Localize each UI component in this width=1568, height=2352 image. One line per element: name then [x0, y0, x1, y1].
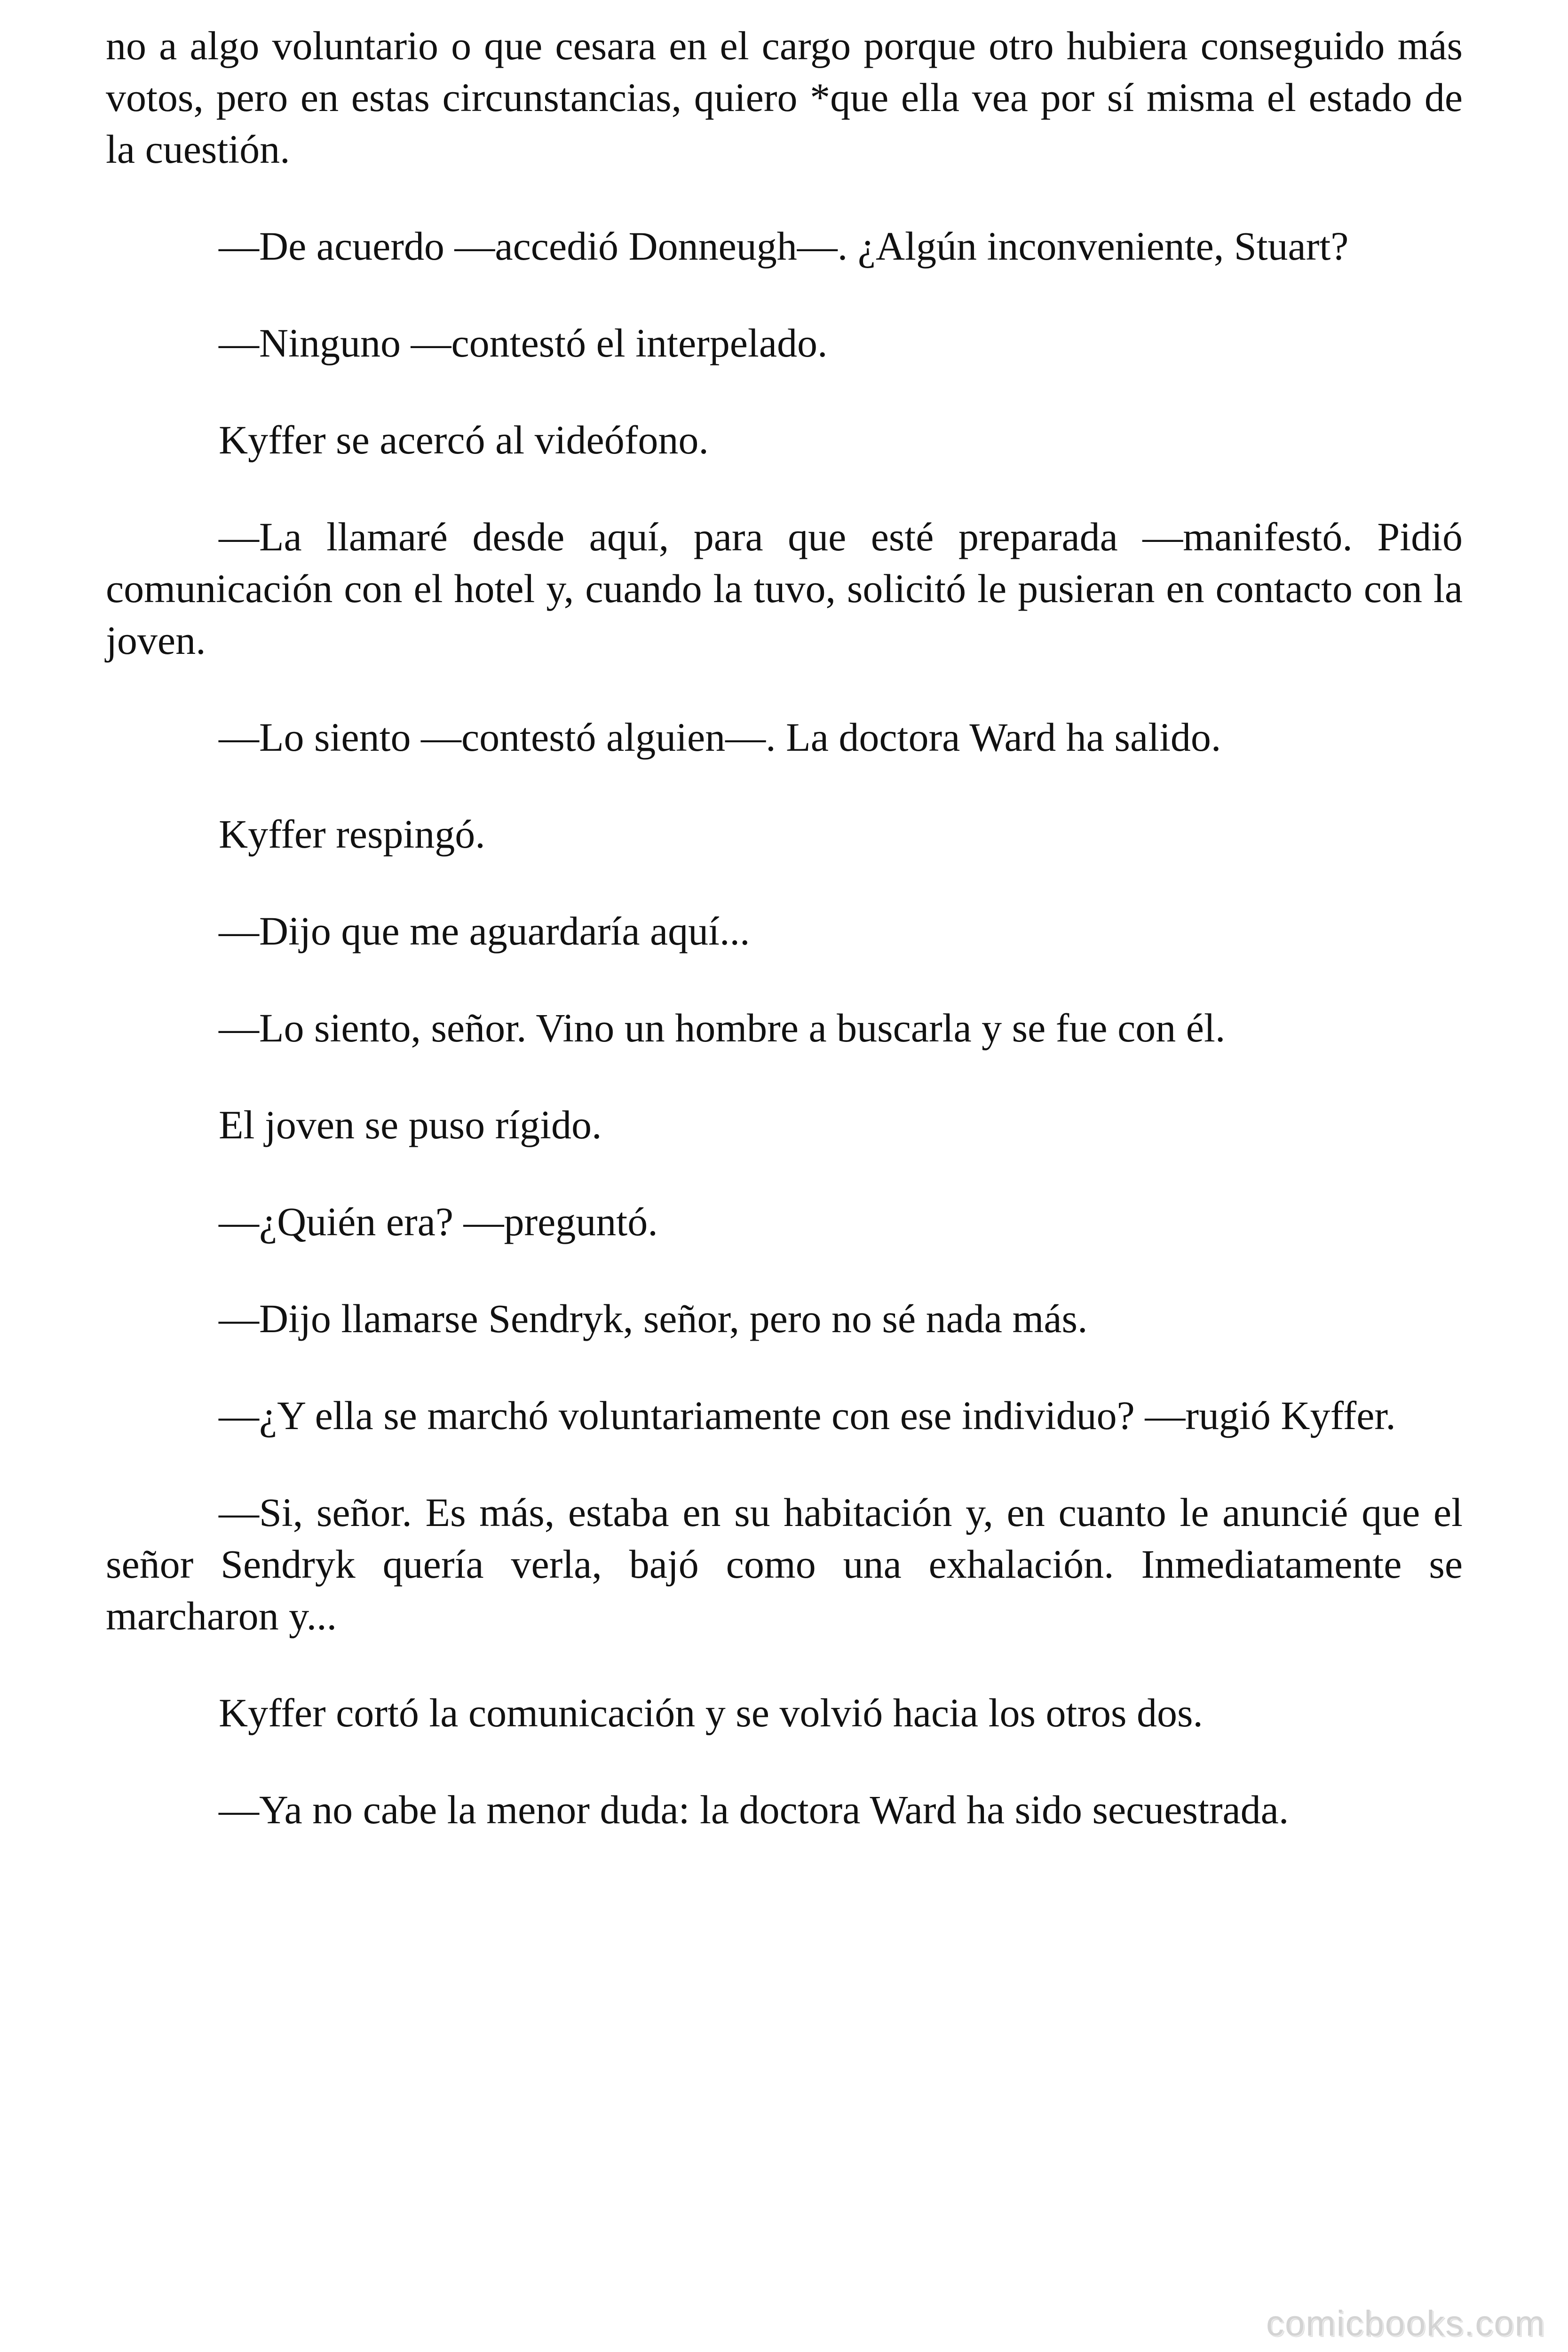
paragraph-14: —Si, señor. Es más, estaba en su habitación y, en cuanto le anuncié que el señor Sendryk quería verla, bajó como una exhalación. Inmediatamente se marcharon y... — [106, 1490, 1463, 1638]
paragraph-15: Kyffer cortó la comunicación y se volvió hacia los otros dos. — [219, 1690, 1203, 1735]
paragraph-16: —Ya no cabe la menor duda: la doctora Ward ha sido secuestrada. — [219, 1787, 1289, 1832]
paragraph-1: no a algo voluntario o que cesara en el cargo porque otro hubiera conseguido más votos, pero en estas circunstancias, quiero *que ella vea por sí misma el estado de la cuestión. — [106, 23, 1463, 172]
paragraph-3: —Ninguno —contestó el interpelado. — [219, 320, 828, 366]
paragraph-6: —Lo siento —contestó alguien—. La doctora Ward ha salido. — [219, 715, 1221, 760]
paragraph-4: Kyffer se acercó al videófono. — [219, 417, 709, 462]
paragraph-10: El joven se puso rígido. — [219, 1102, 602, 1147]
paragraph-2: —De acuerdo —accedió Donneugh—. ¿Algún inconveniente, Stuart? — [219, 223, 1349, 269]
document-text — [106, 20, 1463, 1881]
paragraph-13: —¿Y ella se marchó voluntariamente con ese individuo? —rugió Kyffer. — [219, 1393, 1396, 1438]
watermark-text: comicbooks.com — [1266, 2304, 1545, 2344]
paragraph-5: —La llamaré desde aquí, para que esté preparada —manifestó. Pidió comunicación con el hotel y, cuando la tuvo, solicitó le pusieran en contacto con la joven. — [106, 514, 1463, 663]
paragraph-8: —Dijo que me aguardaría aquí... — [219, 908, 750, 954]
paragraph-9: —Lo siento, señor. Vino un hombre a buscarla y se fue con él. — [219, 1005, 1226, 1050]
paragraph-7: Kyffer respingó. — [219, 811, 485, 857]
paragraph-12: —Dijo llamarse Sendryk, señor, pero no sé nada más. — [219, 1296, 1088, 1341]
paragraph-11: —¿Quién era? —preguntó. — [219, 1199, 658, 1244]
